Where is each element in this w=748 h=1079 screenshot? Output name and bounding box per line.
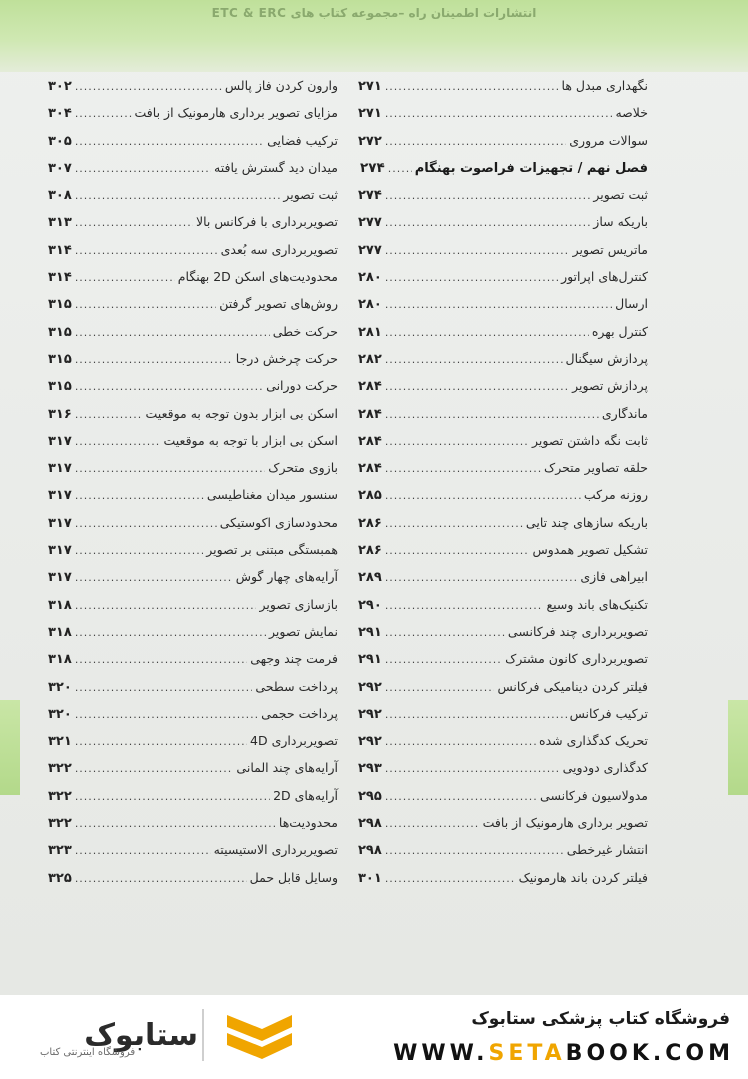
toc-entry: [358, 815, 648, 842]
toc-leader-dots: [75, 462, 265, 475]
toc-entry-title: ثبت تصویر: [593, 187, 648, 203]
toc-entry: [358, 133, 648, 160]
toc-leader-dots: [75, 326, 270, 339]
store-footer: [0, 995, 748, 1079]
toc-page-number: ۳۱۷: [48, 570, 72, 586]
toc-page-number: ۳۱۷: [48, 433, 72, 449]
toc-entry: [48, 815, 338, 842]
url-accent: SETA: [488, 1041, 566, 1066]
toc-entry-title: وسایل قابل حمل: [249, 869, 338, 885]
toc-page-number: ۳۱۸: [48, 597, 72, 613]
toc-entry: [358, 460, 648, 487]
toc-entry: [358, 515, 648, 542]
toc-page-number: ۲۷۷: [358, 242, 382, 258]
toc-page-number: ۲۸۴: [358, 461, 382, 477]
toc-page-number: ۳۰۲: [48, 79, 72, 94]
toc-entry: [48, 760, 338, 787]
left-green-tab: [0, 700, 20, 795]
toc-leader-dots: [75, 298, 216, 311]
toc-leader-dots: [75, 244, 218, 257]
toc-entry-title: تصویربرداری سه بُعدی: [220, 241, 338, 257]
toc-entry: [358, 706, 648, 733]
logo-subtitle: فروشگاه اینترنتی کتاب: [40, 1047, 136, 1058]
toc-leader-dots: [75, 653, 247, 666]
toc-leader-dots: [385, 544, 530, 557]
toc-leader-dots: [385, 872, 516, 885]
toc-entry-title: تصویر برداری هارمونیک از بافت: [482, 815, 648, 831]
toc-entry-title: میدان دید گسترش یافته: [214, 159, 338, 175]
toc-entry: [48, 706, 338, 733]
publisher-header: انتشارات اطمینان راه –مجموعه کتاب های ETC & ERC: [211, 6, 537, 20]
toc-entry: [48, 788, 338, 815]
toc-entry: [48, 105, 338, 132]
toc-entry-title: تصویربرداری با فرکانس بالا: [195, 214, 338, 230]
toc-entry-title: تصویربرداری الاستیسیته: [213, 842, 338, 858]
toc-leader-dots: [385, 489, 581, 502]
toc-page-number: ۳۲۰: [48, 706, 72, 722]
toc-entry: [48, 515, 338, 542]
toc-entry-title: اسکن بی ابزار با توجه به موقعیت: [163, 432, 338, 448]
toc-entry-title: سوالات مروری: [569, 132, 648, 148]
toc-entry-title: محدودیت‌ها: [278, 815, 338, 831]
toc-entry-title: ماتریس تصویر: [572, 241, 648, 257]
toc-leader-dots: [385, 380, 569, 393]
toc-leader-dots: [75, 408, 143, 421]
setabook-logo: [22, 1007, 292, 1069]
toc-page-number: ۳۱۵: [48, 297, 72, 313]
toc-entry-title: فرمت چند وجهی: [250, 651, 338, 667]
toc-entry-title: فیلتر کردن باند هارمونیک: [518, 869, 648, 885]
toc-entry: [358, 296, 648, 323]
toc-page-number: ۳۲۱: [48, 734, 72, 750]
toc-leader-dots: [75, 599, 257, 612]
toc-leader-dots: [385, 626, 505, 639]
toc-entry: [48, 487, 338, 514]
toc-entry-title: بازسازی تصویر: [259, 596, 338, 612]
toc-leader-dots: [385, 517, 523, 530]
toc-entry-title: فصل نهم / تجهیزات فراصوت بهنگام: [414, 160, 648, 176]
toc-entry-title: تصویربرداری چند فرکانسی: [507, 623, 648, 639]
toc-entry: [48, 351, 338, 378]
toc-leader-dots: [385, 762, 560, 775]
toc-page-number: ۳۱۴: [48, 270, 72, 286]
toc-entry-title: روزنه مرکب: [583, 487, 648, 503]
toc-page-number: ۳۱۷: [48, 515, 72, 531]
toc-page-number: ۲۸۰: [358, 270, 382, 286]
toc-entry-title: ثابت نگه داشتن تصویر: [532, 432, 648, 448]
toc-entry: [358, 269, 648, 296]
toc-entry: [358, 406, 648, 433]
toc-leader-dots: [385, 790, 537, 803]
store-name: فروشگاه کتاب پزشکی ستابوک: [471, 1009, 730, 1029]
toc-entry: [48, 460, 338, 487]
toc-entry: [48, 269, 338, 296]
toc-page-number: ۲۸۴: [358, 379, 382, 395]
toc-entry: [358, 324, 648, 351]
toc-leader-dots: [75, 872, 247, 885]
toc-entry-title: انتشار غیرخطی: [566, 842, 648, 858]
right-green-tab: [728, 700, 748, 795]
toc-page-number: ۲۷۴: [358, 188, 382, 204]
toc-entry-title: حلقه تصاویر متحرک: [544, 460, 648, 476]
toc-entry: [358, 679, 648, 706]
header-band: [0, 0, 748, 72]
toc-entry-title: کدگذاری دودویی: [562, 760, 648, 776]
toc-page-number: ۲۸۶: [358, 515, 382, 531]
toc-entry: [48, 378, 338, 405]
toc-entry-title: پردازش سیگنال: [565, 350, 648, 366]
toc-entry: [358, 433, 648, 460]
toc-page-number: ۳۱۳: [48, 215, 72, 231]
toc-entry: [48, 406, 338, 433]
logo-wordmark: ستابوک: [84, 1018, 198, 1053]
toc-leader-dots: [385, 244, 570, 257]
toc-entry: [358, 733, 648, 760]
toc-left-column: [48, 78, 338, 897]
toc-leader-dots: [385, 681, 495, 694]
toc-page-number: ۳۰۸: [48, 188, 72, 204]
toc-entry: [48, 733, 338, 760]
toc-page-number: ۲۸۴: [358, 406, 382, 422]
toc-entry-title: حرکت چرخش درجا: [235, 350, 338, 366]
toc-leader-dots: [75, 544, 203, 557]
toc-entry-title: پرداخت سطحی: [255, 678, 338, 694]
toc-leader-dots: [385, 462, 541, 475]
toc-entry-title: ثبت تصویر: [283, 187, 338, 203]
toc-leader-dots: [385, 653, 502, 666]
toc-leader-dots: [385, 189, 591, 202]
toc-page-number: ۳۱۵: [48, 351, 72, 367]
toc-page-number: ۳۲۲: [48, 761, 72, 777]
toc-leader-dots: [388, 162, 412, 175]
toc-entry: [358, 870, 648, 897]
toc-page-number: ۳۱۵: [48, 379, 72, 395]
toc-entry-title: تصویربرداری 4D: [250, 733, 338, 749]
toc-leader-dots: [75, 735, 247, 748]
toc-page-number: ۲۸۴: [358, 433, 382, 449]
toc-entry: [48, 542, 338, 569]
toc-entry: [358, 597, 648, 624]
toc-leader-dots: [75, 571, 233, 584]
toc-page-number: ۲۹۲: [358, 734, 382, 750]
toc-entry-title: تکنیک‌های باند وسیع: [546, 596, 648, 612]
toc-entry-title: ارسال: [615, 296, 648, 312]
toc-page-number: ۳۰۷: [48, 160, 72, 176]
toc-leader-dots: [75, 517, 217, 530]
toc-entry-title: آرایه‌های 2D: [273, 787, 338, 803]
toc-entry: [48, 433, 338, 460]
toc-right-column: [358, 78, 648, 897]
toc-leader-dots: [75, 80, 222, 93]
toc-page-number: ۳۱۴: [48, 242, 72, 258]
toc-entry-title: باریکه ساز: [593, 214, 648, 230]
toc-entry: [358, 842, 648, 869]
toc-leader-dots: [75, 162, 211, 175]
toc-entry: [358, 487, 648, 514]
toc-entry-title: ابیراهی فازی: [580, 569, 648, 585]
toc-page-number: ۳۱۷: [48, 461, 72, 477]
toc-leader-dots: [75, 817, 276, 830]
toc-entry: [358, 214, 648, 241]
toc-entry: [358, 78, 648, 105]
toc-entry-title: سنسور میدان مغناطیسی: [206, 487, 338, 503]
toc-entry-title: همبستگی مبتنی بر تصویر: [206, 542, 338, 558]
toc-entry-title: روش‌های تصویر گرفتن: [219, 296, 338, 312]
toc-leader-dots: [75, 681, 253, 694]
toc-page-number: ۳۰۱: [358, 870, 382, 886]
toc-entry: [48, 214, 338, 241]
toc-entry-title: ترکیب فرکانس: [569, 705, 648, 721]
toc-entry-title: مدولاسیون فرکانسی: [540, 787, 648, 803]
toc-leader-dots: [385, 326, 589, 339]
toc-leader-dots: [385, 408, 599, 421]
toc-page-number: ۲۸۰: [358, 297, 382, 313]
toc-entry: [358, 651, 648, 678]
toc-leader-dots: [75, 489, 204, 502]
toc-entry-title: حرکت دورانی: [266, 378, 338, 394]
toc-page-number: ۲۷۱: [358, 106, 382, 122]
toc-leader-dots: [385, 353, 563, 366]
toc-page-number: ۲۹۱: [358, 652, 382, 668]
toc-entry-title: محدودسازی اکوستیکی: [219, 514, 338, 530]
toc-leader-dots: [75, 762, 234, 775]
toc-leader-dots: [75, 626, 266, 639]
url-prefix: WWW.: [393, 1041, 489, 1066]
toc-entry-title: پرداخت حجمی: [261, 705, 338, 721]
toc-entry-title: حرکت خطی: [272, 323, 338, 339]
toc-entry: [48, 133, 338, 160]
toc-entry: [48, 842, 338, 869]
toc-page-number: ۳۱۵: [48, 324, 72, 340]
toc-leader-dots: [75, 790, 270, 803]
toc-page-number: ۲۹۸: [358, 843, 382, 859]
toc-entry-title: نگهداری مبدل ها: [561, 78, 648, 93]
toc-leader-dots: [385, 599, 544, 612]
toc-page-number: ۳۲۲: [48, 816, 72, 832]
toc-entry: [48, 242, 338, 269]
toc-entry-title: آرایه‌های چهار گوش: [235, 569, 338, 585]
toc-entry: [48, 78, 338, 105]
toc-page-number: ۳۰۴: [48, 106, 72, 122]
toc-entry-title: تصویربرداری کانون مشترک: [505, 651, 648, 667]
toc-entry: [48, 324, 338, 351]
toc-page-number: ۳۱۷: [48, 543, 72, 559]
toc-entry: [48, 624, 338, 651]
toc-leader-dots: [75, 216, 193, 229]
toc-page-number: ۲۷۲: [358, 133, 382, 149]
toc-entry: [48, 296, 338, 323]
toc-entry: [48, 187, 338, 214]
toc-page-number: ۳۱۸: [48, 624, 72, 640]
toc-page-number: ۳۲۳: [48, 843, 72, 859]
toc-entry: [48, 679, 338, 706]
toc-page-number: ۳۱۸: [48, 652, 72, 668]
store-url[interactable]: [393, 1041, 734, 1066]
toc-leader-dots: [75, 107, 132, 120]
toc-entry-title: پردازش تصویر: [572, 378, 648, 394]
toc-entry-title: اسکن بی ابزار بدون توجه به موقعیت: [145, 405, 338, 421]
toc-entry: [358, 105, 648, 132]
toc-entry: [358, 569, 648, 596]
toc-page-number: ۲۹۸: [358, 816, 382, 832]
toc-page-number: ۲۹۱: [358, 624, 382, 640]
toc-leader-dots: [75, 708, 258, 721]
toc-entry-title: نمایش تصویر: [268, 623, 338, 639]
toc-page-number: ۳۰۵: [48, 133, 72, 149]
toc-entry-title: تحریک کدگذاری شده: [539, 733, 648, 749]
toc-page-number: ۲۷۷: [358, 215, 382, 231]
toc-leader-dots: [385, 107, 613, 120]
toc-entry: [358, 760, 648, 787]
logo-divider: [202, 1009, 204, 1061]
toc-page-number: ۲۷۱: [358, 79, 382, 94]
toc-entry-title: تشکیل تصویر همدوس: [532, 542, 648, 558]
toc-page-number: ۲۹۰: [358, 597, 382, 613]
toc-entry: [48, 651, 338, 678]
toc-entry-title: ماندگاری: [601, 405, 648, 421]
toc-page-number: ۳۱۷: [48, 488, 72, 504]
toc-leader-dots: [385, 435, 529, 448]
toc-leader-dots: [385, 80, 559, 93]
toc-entry: [358, 378, 648, 405]
toc-leader-dots: [385, 735, 536, 748]
toc-entry: [358, 788, 648, 815]
toc-leader-dots: [385, 844, 564, 857]
toc-page-number: ۲۹۲: [358, 706, 382, 722]
toc-page-number: ۳۲۲: [48, 788, 72, 804]
toc-entry-title: ترکیب فضایی: [267, 132, 338, 148]
toc-entry-title: بازوی متحرک: [268, 460, 338, 476]
toc-page-number: ۲۹۳: [358, 761, 382, 777]
toc-leader-dots: [75, 135, 264, 148]
toc-chapter-heading: [358, 160, 648, 187]
toc-leader-dots: [75, 353, 233, 366]
toc-entry: [358, 542, 648, 569]
toc-page-number: ۳۱۶: [48, 406, 72, 422]
toc-leader-dots: [75, 435, 161, 448]
toc-entry: [48, 569, 338, 596]
toc-entry-title: محدودیت‌های اسکن 2D بهنگام: [177, 269, 338, 285]
toc-entry-title: باریکه سازهای چند تایی: [525, 514, 648, 530]
toc-leader-dots: [385, 298, 612, 311]
toc-page-number: ۲۸۱: [358, 324, 382, 340]
toc-entry: [358, 187, 648, 214]
toc-entry-title: کنترل بهره: [591, 323, 648, 339]
toc-page-number: ۳۲۵: [48, 870, 72, 886]
toc-entry-title: کنترل‌های اپراتور: [561, 269, 648, 285]
toc-leader-dots: [385, 271, 558, 284]
toc-page-number: ۲۹۵: [358, 788, 382, 804]
toc-page-number: ۳۲۰: [48, 679, 72, 695]
toc-entry-title: وارون کردن فاز پالس: [224, 78, 338, 93]
toc-leader-dots: [385, 571, 578, 584]
chevron-logo-icon: [227, 1015, 292, 1059]
toc-entry: [48, 870, 338, 897]
toc-page-number: ۲۸۶: [358, 543, 382, 559]
toc-page-number: ۲۷۴: [359, 159, 385, 176]
toc-entry: [48, 160, 338, 187]
toc-leader-dots: [75, 844, 211, 857]
toc-entry: [358, 351, 648, 378]
url-suffix: BOOK.COM: [565, 1041, 734, 1066]
toc-leader-dots: [385, 817, 480, 830]
toc-entry: [358, 242, 648, 269]
toc-entry: [48, 597, 338, 624]
toc-page-number: ۲۸۹: [358, 570, 382, 586]
toc-entry-title: مزایای تصویر برداری هارمونیک از بافت: [134, 105, 338, 121]
toc-leader-dots: [385, 708, 567, 721]
toc-entry-title: فیلتر کردن دینامیکی فرکانس: [497, 678, 648, 694]
toc-page-number: ۲۸۲: [358, 351, 382, 367]
toc-entry-title: خلاصه: [615, 105, 648, 121]
toc-entry-title: آرایه‌های چند المانی: [236, 760, 338, 776]
toc-leader-dots: [385, 216, 590, 229]
toc-page-number: ۲۸۵: [358, 488, 382, 504]
toc-page-number: ۲۹۲: [358, 679, 382, 695]
toc-leader-dots: [75, 189, 281, 202]
toc-leader-dots: [385, 135, 566, 148]
toc-leader-dots: [75, 271, 175, 284]
toc-entry: [358, 624, 648, 651]
toc-leader-dots: [75, 380, 263, 393]
